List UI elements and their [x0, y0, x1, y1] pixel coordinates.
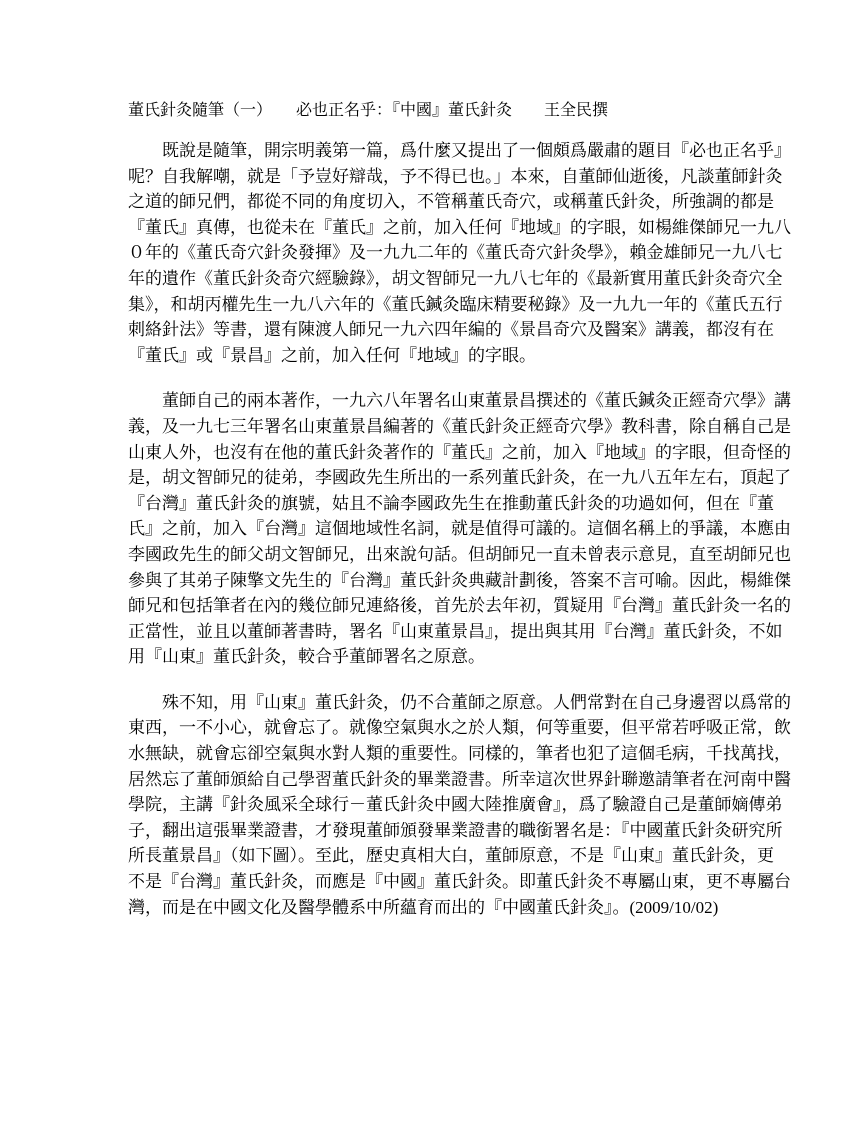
text-line: 『董氏』真傳，也從未在『董氏』之前，加入任何『地域』的字眼，如楊維傑師兄一九八 [128, 217, 791, 237]
paragraph [128, 138, 791, 368]
paragraph [128, 690, 791, 920]
text-line: 『董氏』或『景昌』之前，加入任何『地域』的字眼。 [128, 345, 536, 365]
text-line: 師兄和包括筆者在內的幾位師兄連絡後，首先於去年初，質疑用『台灣』董氏針灸一名的 [128, 596, 791, 616]
text-line: 集》，和胡丙權先生一九八六年的《董氏鍼灸臨床精要秘錄》及一九九一年的《董氏五行 [128, 294, 783, 314]
text-line: ０年的《董氏奇穴針灸發揮》及一九九二年的《董氏奇穴針灸學》，賴金雄師兄一九八七 [128, 243, 783, 263]
text-line: 所長董景昌』（如下圖）。至此，歷史真相大白，董師原意，不是『山東』董氏針灸，更 [128, 846, 774, 866]
document-body [128, 138, 791, 920]
text-line: 是，胡文智師兄的徒弟，李國政先生所出的一系列董氏針灸，在一九八五年左右，頂起了 [128, 468, 791, 488]
text-line: 學院，主講『針灸風采全球行－董氏針灸中國大陸推廣會』，爲了驗證自己是董師嫡傳弟 [128, 795, 783, 815]
text-line: 董師自己的兩本著作，一九六八年署名山東董景昌撰述的《董氏鍼灸正經奇穴學》講 [162, 391, 791, 411]
text-line: 用『山東』董氏針灸，較合乎董師署名之原意。 [128, 647, 485, 667]
text-line: 東西，一不小心，就會忘了。就像空氣與水之於人類，何等重要，但平常若呼吸正常，飲 [128, 718, 791, 738]
text-line: 正當性，並且以董師著書時，署名『山東董景昌』，提出與其用『台灣』董氏針灸，不如 [128, 621, 783, 641]
text-line: 灣，而是在中國文化及醫學體系中所蘊育而出的『中國董氏針灸』。(2009/10/02) [128, 897, 719, 917]
text-line: 呢？自我解嘲，就是「予豈好辯哉，予不得已也。」本來，自董師仙逝後，凡談董師針灸 [128, 166, 783, 186]
text-line: 李國政先生的師父胡文智師兄，出來說句話。但胡師兄一直未曾表示意見，直至胡師兄也 [128, 544, 791, 564]
text-line: 水無缺，就會忘卻空氣與水對人類的重要性。同樣的，筆者也犯了這個毛病，千找萬找， [128, 744, 791, 764]
text-line: 殊不知，用『山東』董氏針灸，仍不合董師之原意。人們常對在自己身邊習以爲常的 [162, 692, 791, 712]
text-line: 之道的師兄們，都從不同的角度切入，不管稱董氏奇穴，或稱董氏針灸，所強調的都是 [128, 192, 774, 212]
text-line: 山東人外，也沒有在他的董氏針灸著作的『董氏』之前，加入『地域』的字眼，但奇怪的 [128, 442, 791, 462]
text-line: 居然忘了董師頒給自己學習董氏針灸的畢業證書。所幸這次世界針聯邀請筆者在河南中醫 [128, 769, 791, 789]
text-line: 氏』之前，加入『台灣』這個地域性名詞，就是值得可議的。這個名稱上的爭議，本應由 [128, 519, 791, 539]
text-line: 不是『台灣』董氏針灸，而應是『中國』董氏針灸。即董氏針灸不專屬山東，更不專屬台 [128, 872, 791, 892]
text-line: 義，及一九七三年署名山東董景昌編著的《董氏針灸正經奇穴學》教科書，除自稱自己是 [128, 416, 791, 436]
text-line: 刺絡針法》等書，還有陳渡人師兄一九六四年編的《景昌奇穴及醫案》講義，都沒有在 [128, 320, 774, 340]
paragraph [128, 388, 791, 670]
document-title: 董氏針灸隨筆（一） 必也正名乎：『中國』董氏針灸 王全民撰 [128, 102, 609, 119]
text-line: 『台灣』董氏針灸的旗號，姑且不論李國政先生在推動董氏針灸的功過如何，但在『董 [128, 493, 774, 513]
text-line: 參與了其弟子陳擎文先生的『台灣』董氏針灸典藏計劃後，答案不言可喻。因此，楊維傑 [128, 570, 791, 590]
text-line: 子，翻出這張畢業證書，才發現董師頒發畢業證書的職銜署名是：『中國董氏針灸研究所 [128, 820, 783, 840]
document-page [128, 100, 791, 940]
text-line: 既說是隨筆，開宗明義第一篇，爲什麼又提出了一個頗爲嚴肅的題目『必也正名乎』 [162, 141, 791, 160]
text-line: 年的遺作《董氏針灸奇穴經驗錄》，胡文智師兄一九八七年的《最新實用董氏針灸奇穴全 [128, 268, 783, 288]
